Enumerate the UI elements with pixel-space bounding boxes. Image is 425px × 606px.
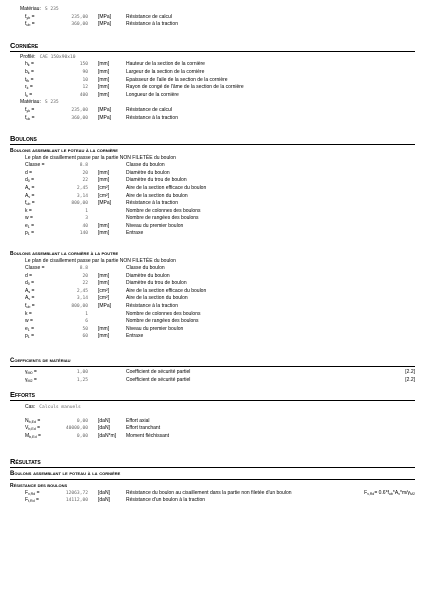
- param-unit: [daN]: [98, 425, 110, 432]
- param-value: 14112,00: [65, 498, 88, 504]
- param-value: 90: [82, 69, 88, 75]
- param-symbol: $\gamma_{M2}$ =: [25, 376, 37, 383]
- param-description: Coefficient de sécurité partiel: [126, 376, 191, 383]
- param-symbol: $f_{yb}$ =: [25, 13, 35, 20]
- param-description: Résistance à la traction: [126, 21, 178, 28]
- param-row: [10, 318, 415, 326]
- param-unit: [MPa]: [98, 303, 112, 310]
- document-page: [0, 6, 425, 606]
- param-unit: [mm]: [98, 169, 110, 176]
- param-symbol: $M_{b,Ed}$ =: [25, 432, 41, 439]
- param-unit: [mm]: [98, 177, 110, 184]
- param-value: 1,00: [76, 370, 88, 375]
- param-unit: [MPa]: [98, 21, 112, 28]
- param-symbol: $b_k$ =: [25, 68, 34, 75]
- param-row: [10, 230, 415, 238]
- param-row: [10, 303, 415, 311]
- param-row: [10, 208, 415, 216]
- param-subscript: M0: [27, 371, 33, 375]
- param-row: [10, 288, 415, 296]
- param-symbol: $e_1$ =: [25, 222, 35, 229]
- param-row: [10, 377, 415, 385]
- param-unit: [daN]: [98, 497, 110, 504]
- param-row: [10, 84, 415, 92]
- group2-note: Le plan de cisaillement passe par la partie NON FILETÉE du boulon: [25, 258, 176, 265]
- param-description: Entraxe: [126, 333, 144, 340]
- param-description: Résistance d'un boulon à la traction: [126, 497, 206, 504]
- param-symbol: $f_{ub}$ =: [25, 303, 35, 310]
- param-value: 0,00: [76, 433, 88, 439]
- param-value: 20: [82, 273, 88, 279]
- param-symbol: $l_k$ =: [25, 91, 33, 98]
- param-row: [10, 490, 415, 498]
- param-value: 0,00: [76, 418, 88, 424]
- param-symbol: $e_1$ =: [25, 325, 35, 332]
- param-value: 800,00: [71, 304, 88, 310]
- param-formula: $F_{v,Rd}= 0.6*f_{ub}*A_v*m/\gamma_{M2}$: [364, 489, 415, 496]
- param-symbol: w =: [25, 318, 33, 325]
- param-row: [10, 193, 415, 201]
- param-row: [10, 162, 415, 170]
- param-symbol: $A_v$ =: [25, 295, 35, 302]
- param-unit: [mm]: [98, 61, 110, 68]
- param-unit: [daN*m]: [98, 432, 117, 439]
- result-rows: [10, 490, 415, 505]
- param-description: Hauteur de la section de la cornière: [126, 61, 205, 68]
- param-subscript: 0: [27, 179, 30, 184]
- param-row: [10, 223, 415, 231]
- param-subscript: b,Ed: [29, 434, 37, 439]
- corniere-material-row: [10, 99, 415, 107]
- param-symbol: $\gamma_{M0}$ =: [25, 369, 37, 375]
- param-description: Classe du boulon: [126, 162, 165, 169]
- param-unit: [MPa]: [98, 13, 112, 20]
- param-row: [10, 200, 415, 208]
- param-description: Effort axial: [126, 417, 150, 424]
- param-description: Moment fléchissant: [126, 432, 170, 439]
- param-unit: [mm]: [98, 68, 110, 75]
- param-row: [10, 280, 415, 288]
- param-subscript: 1: [27, 232, 30, 237]
- param-row: [10, 92, 415, 100]
- param-unit: [mm]: [98, 230, 110, 237]
- param-symbol: $A_v$ =: [25, 192, 35, 199]
- cas-row: [10, 404, 415, 412]
- param-row: [10, 433, 415, 441]
- param-symbol: $A_s$ =: [25, 287, 35, 294]
- param-subscript: s: [28, 186, 31, 191]
- param-unit: [MPa]: [98, 200, 112, 207]
- param-symbol: $f_{ub}$ =: [25, 21, 35, 28]
- param-subscript: fk: [26, 78, 30, 83]
- param-row: [10, 185, 415, 193]
- param-subscript: 1: [27, 224, 30, 229]
- param-description: Aire de la section efficace du boulon: [126, 184, 207, 191]
- param-unit: [MPa]: [98, 106, 112, 113]
- param-subscript: 1: [27, 335, 30, 340]
- param-unit: [MPa]: [98, 114, 112, 121]
- param-value: 60: [82, 334, 88, 340]
- param-description: Rayon de congé de l'âme de la section de la cornière: [126, 84, 244, 91]
- param-symbol: $p_1$ =: [25, 230, 35, 237]
- param-row: [10, 69, 415, 77]
- param-description: Nombre de rangées des boulons: [126, 318, 199, 325]
- param-description: Nombre de colonnes des boulons: [126, 310, 201, 317]
- param-description: Diamètre du boulon: [126, 272, 170, 279]
- param-row: [10, 115, 415, 123]
- param-description: Aire de la section efficace du boulon: [126, 287, 207, 294]
- param-description: Effort tranchant: [126, 425, 161, 432]
- param-row: [10, 177, 415, 185]
- param-subscript: k: [27, 70, 30, 75]
- param-subscript: M2: [27, 378, 33, 383]
- param-unit: [cm²]: [98, 192, 110, 199]
- param-symbol: $f_{ub}$ =: [25, 200, 35, 207]
- param-subscript: b,Ed: [28, 419, 37, 424]
- param-value: 12: [82, 85, 88, 91]
- param-subscript: 1: [27, 327, 30, 332]
- group1-rows: [10, 162, 415, 238]
- param-value: 8.8: [79, 163, 88, 169]
- param-value: 1,25: [76, 377, 88, 383]
- param-reference: [2.2]: [405, 369, 415, 375]
- param-description: Résistance à la traction: [126, 303, 178, 310]
- param-value: 360,00: [71, 22, 88, 28]
- profile-value: CAE 150x90x10: [39, 54, 76, 60]
- param-symbol: d =: [25, 272, 33, 279]
- param-symbol: $f_{yk}$ =: [25, 106, 35, 113]
- param-value: 40: [82, 223, 88, 229]
- param-unit: [mm]: [98, 76, 110, 83]
- param-row: [10, 295, 415, 303]
- param-subscript: ub: [26, 202, 31, 207]
- corniere-rows: [10, 61, 415, 99]
- effort-rows: [10, 418, 415, 441]
- param-subscript: b,Ed: [28, 427, 36, 432]
- param-subscript: v: [28, 297, 31, 302]
- param-value: 1: [85, 208, 88, 214]
- param-value: 235,00: [71, 107, 88, 113]
- param-description: Diamètre du trou de boulon: [126, 280, 187, 287]
- param-unit: [mm]: [98, 91, 110, 98]
- param-row: [10, 273, 415, 281]
- param-description: Longueur de la cornière: [126, 91, 179, 98]
- param-unit: [mm]: [98, 272, 110, 279]
- group1-note: Le plan de cisaillement passe par la partie NON FILETÉE du boulon: [25, 155, 176, 162]
- param-description: Résistance de calcul: [126, 13, 172, 20]
- param-subscript: t,Rd: [28, 499, 35, 504]
- group2-title: Boulons assemblant la cornière à la poutre: [10, 251, 119, 258]
- section-title-efforts: Efforts: [10, 390, 415, 401]
- param-unit: [cm²]: [98, 295, 110, 302]
- param-unit: [daN]: [98, 489, 110, 496]
- param-description: Aire de la section du boulon: [126, 295, 188, 302]
- param-subscript: 0: [27, 282, 30, 287]
- param-description: Epaisseur de l'aile de la section de la cornière: [126, 76, 228, 83]
- param-row: [10, 333, 415, 341]
- param-unit: [mm]: [98, 333, 110, 340]
- param-value: 1: [85, 311, 88, 317]
- param-value: 800,00: [71, 201, 88, 207]
- param-description: Niveau du premier boulon: [126, 325, 184, 332]
- param-description: Résistance du boulon au cisaillement dans la partie non filetée d'un boulon: [126, 489, 292, 496]
- param-symbol: Classe =: [25, 265, 45, 272]
- param-description: Résistance à la traction: [126, 200, 178, 207]
- profile-row: [10, 54, 415, 62]
- param-value: 400: [79, 92, 88, 98]
- param-symbol: $r_k$ =: [25, 84, 33, 91]
- param-description: Classe du boulon: [126, 265, 165, 272]
- section-title-coefficients: Coefficients de matériau: [10, 357, 415, 367]
- param-value: 22: [82, 178, 88, 184]
- material-value: S 235: [44, 7, 59, 12]
- param-value: 10: [82, 77, 88, 83]
- param-subscript: s: [28, 289, 31, 294]
- param-subscript: yb: [26, 15, 31, 20]
- section-title-corniere: Cornière: [10, 41, 415, 52]
- param-symbol: $d_0$ =: [25, 280, 35, 287]
- param-value: 360,00: [71, 115, 88, 121]
- param-row: [10, 61, 415, 69]
- param-description: Coefficient de sécurité partiel: [126, 369, 191, 375]
- param-row: [10, 369, 415, 377]
- param-row: [10, 107, 415, 115]
- param-value: 150: [79, 62, 88, 68]
- param-symbol: $d_0$ =: [25, 177, 35, 184]
- param-value: 140: [79, 231, 88, 237]
- param-reference: [2.2]: [405, 376, 415, 383]
- param-subscript: uk: [26, 116, 31, 121]
- section-title-boulons: Boulons: [10, 134, 415, 145]
- param-subscript: v: [28, 194, 31, 199]
- param-symbol: $V_{b,Ed}$ =: [25, 425, 41, 432]
- param-row: [10, 21, 415, 29]
- param-row: [10, 215, 415, 223]
- param-symbol: $A_s$ =: [25, 184, 35, 191]
- material-label: Matériau:: [20, 6, 41, 12]
- param-symbol: $F_{v,Rd}$ =: [25, 489, 40, 496]
- param-value: 40000,00: [65, 426, 88, 432]
- param-description: Résistance de calcul: [126, 106, 172, 113]
- param-description: Diamètre du trou de boulon: [126, 177, 187, 184]
- corniere-material-value: S 235: [44, 100, 59, 106]
- param-value: 2,45: [76, 288, 88, 294]
- param-row: [10, 425, 415, 433]
- param-subscript: ub: [26, 23, 31, 28]
- param-row: [10, 77, 415, 85]
- param-subscript: yk: [26, 108, 30, 113]
- group2-rows: [10, 265, 415, 341]
- param-subscript: k: [26, 86, 29, 91]
- group1-title: Boulons assemblant le poteau à la cornière: [10, 148, 118, 155]
- param-unit: [mm]: [98, 280, 110, 287]
- param-symbol: $t_{fk}$ =: [25, 76, 34, 83]
- cas-label: Cas:: [25, 404, 36, 411]
- section-title-resultats: Résultats: [10, 457, 415, 468]
- top-material-rows: [10, 14, 415, 29]
- param-row: [10, 311, 415, 319]
- param-unit: [mm]: [98, 325, 110, 332]
- param-description: Niveau du premier boulon: [126, 222, 184, 229]
- param-unit: [mm]: [98, 84, 110, 91]
- param-symbol: $h_k$ =: [25, 61, 34, 68]
- param-description: Aire de la section du boulon: [126, 192, 188, 199]
- material-row: [10, 6, 415, 14]
- resultats-subtitle: Boulons assemblant le poteau à la cornière: [10, 470, 415, 480]
- param-value: 12063,72: [65, 490, 88, 496]
- param-row: [10, 265, 415, 273]
- param-value: 3,14: [76, 193, 88, 199]
- param-unit: [cm²]: [98, 287, 110, 294]
- param-description: Nombre de rangées des boulons: [126, 215, 199, 222]
- param-row: [10, 497, 415, 505]
- param-symbol: k =: [25, 310, 32, 317]
- coefficient-rows: [10, 369, 415, 384]
- param-row: [10, 14, 415, 22]
- param-description: Largeur de la section de la cornière: [126, 68, 205, 75]
- param-value: 2,45: [76, 185, 88, 191]
- cas-value: Calculs manuels: [39, 405, 81, 411]
- param-value: 235,00: [71, 14, 88, 20]
- param-symbol: k =: [25, 207, 32, 214]
- param-symbol: $N_{b,Ed}$ =: [25, 417, 41, 424]
- param-value: 8.8: [79, 266, 88, 272]
- profile-label: Profilé:: [20, 53, 36, 60]
- param-description: Nombre de colonnes des boulons: [126, 207, 201, 214]
- param-value: 50: [82, 326, 88, 332]
- param-subscript: k: [27, 63, 30, 68]
- resistance-title: Résistance des boulons: [10, 482, 68, 489]
- corniere-material-label: Matériau:: [20, 99, 41, 106]
- param-value: 22: [82, 281, 88, 287]
- param-value: 20: [82, 170, 88, 176]
- corniere-material-rows: [10, 107, 415, 122]
- param-subscript: ub: [26, 305, 31, 310]
- param-value: 6: [85, 319, 88, 325]
- param-row: [10, 170, 415, 178]
- param-subscript: k: [26, 93, 28, 98]
- param-row: [10, 326, 415, 334]
- param-value: 3,14: [76, 296, 88, 302]
- param-symbol: w =: [25, 215, 33, 222]
- param-row: [10, 418, 415, 426]
- param-value: 3: [85, 216, 88, 222]
- param-symbol: $p_1$ =: [25, 333, 35, 340]
- param-symbol: $F_{t,Rd}$ =: [25, 497, 39, 504]
- param-unit: [mm]: [98, 222, 110, 229]
- param-symbol: d =: [25, 169, 33, 176]
- param-symbol: Classe =: [25, 162, 45, 169]
- param-description: Résistance à la traction: [126, 114, 178, 121]
- param-symbol: $f_{uk}$ =: [25, 114, 35, 121]
- param-unit: [cm²]: [98, 184, 110, 191]
- param-description: Entraxe: [126, 230, 144, 237]
- param-subscript: v,Rd: [28, 491, 36, 496]
- param-unit: [daN]: [98, 417, 110, 424]
- param-description: Diamètre du boulon: [126, 169, 170, 176]
